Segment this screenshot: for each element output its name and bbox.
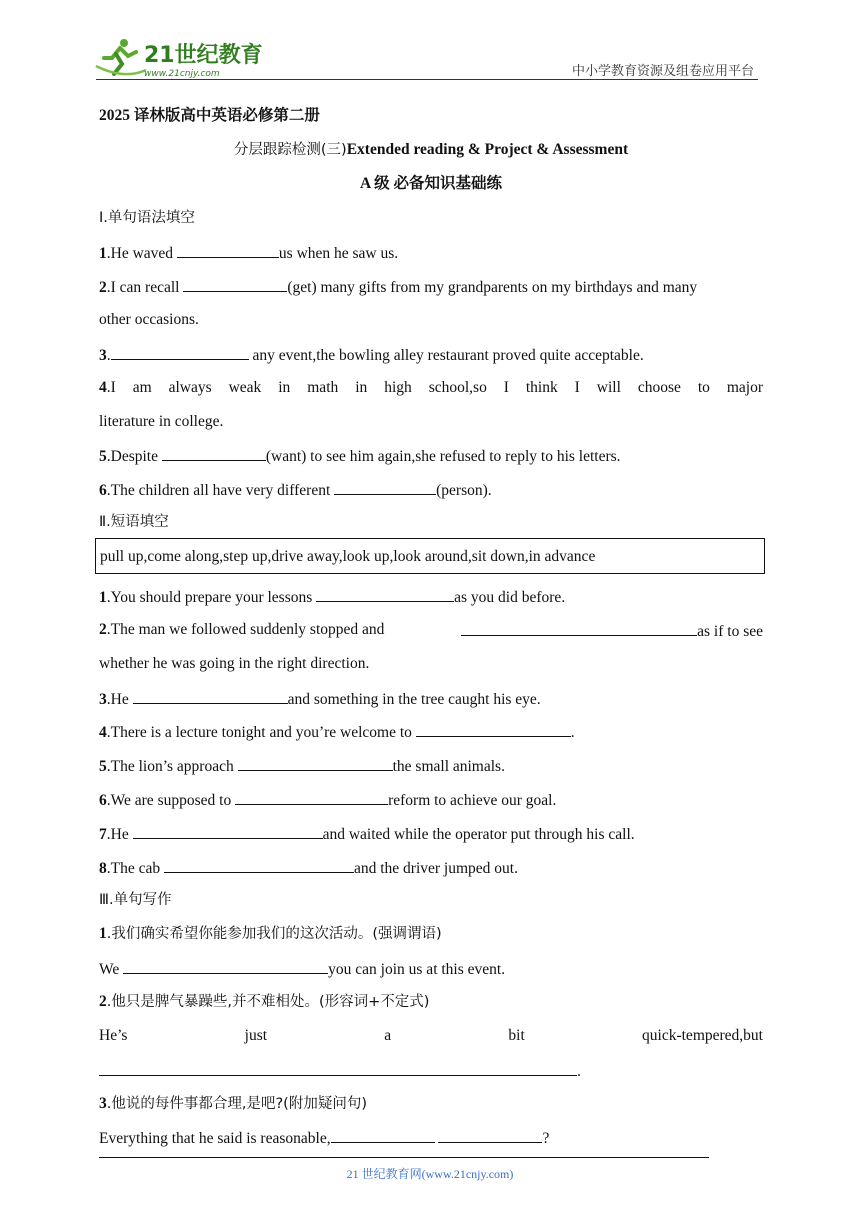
page-header xyxy=(0,0,860,90)
s2-question-3: 3.He and something in the tree caught his eye. xyxy=(99,688,763,710)
s2-question-1: 1.You should prepare your lessons as you did before. xyxy=(99,586,763,608)
s3-question-2-line: . xyxy=(99,1060,763,1082)
s2-question-2-cont: whether he was going in the right direction. xyxy=(99,655,370,672)
answer-blank[interactable] xyxy=(438,1127,542,1143)
subtitle-en: Extended reading & Project & Assessment xyxy=(346,141,629,158)
s3-question-1-prompt: 1.我们确实希望你能参加我们的这次活动。(强调谓语) xyxy=(99,925,442,942)
answer-blank[interactable] xyxy=(238,755,393,771)
s3-question-2-prompt: 2.他只是脾气暴躁些,并不难相处。(形容词+不定式) xyxy=(99,993,430,1010)
answer-blank[interactable] xyxy=(164,857,354,873)
s3-question-3-answer: Everything that he said is reasonable, ? xyxy=(99,1127,763,1149)
answer-blank[interactable] xyxy=(316,586,454,602)
answer-blank[interactable] xyxy=(177,242,279,258)
level-heading: A 级 必备知识基础练 xyxy=(359,175,503,192)
answer-blank[interactable] xyxy=(416,721,571,737)
footer-divider xyxy=(99,1157,709,1158)
subtitle-cn: 分层跟踪检测(三) xyxy=(233,142,347,158)
answer-blank[interactable] xyxy=(162,445,266,461)
section-1-heading: Ⅰ.单句语法填空 xyxy=(99,210,195,226)
s1-question-4-cont: literature in college. xyxy=(99,413,224,430)
platform-label: 中小学教育资源及组卷应用平台 xyxy=(571,64,754,79)
s1-question-6: 6.The children all have very different (person). xyxy=(99,479,763,501)
answer-blank[interactable] xyxy=(99,1060,577,1076)
s1-question-2: 2.I can recall (get) many gifts from my grandparents on my birthdays and many xyxy=(99,276,763,298)
s2-question-6: 6.We are supposed to reform to achieve our goal. xyxy=(99,789,763,811)
s1-question-4: 4.I am always weak in math in high school,so I think I will choose to major xyxy=(99,379,763,396)
header-divider xyxy=(96,79,758,80)
word-bank: pull up,come along,step up,drive away,look up,look around,sit down,in advance xyxy=(100,548,596,565)
s3-question-2-answer: He’s just a bit quick-tempered,but xyxy=(99,1027,763,1044)
s3-question-3-prompt: 3.他说的每件事都合理,是吧?(附加疑问句) xyxy=(99,1095,367,1112)
s1-question-1: 1.He waved us when he saw us. xyxy=(99,242,763,264)
s2-question-8: 8.The cab and the driver jumped out. xyxy=(99,857,763,879)
answer-blank[interactable] xyxy=(235,789,388,805)
answer-blank[interactable] xyxy=(111,344,249,360)
answer-blank[interactable] xyxy=(331,1127,435,1143)
footer-source: 21 世纪教育网(www.21cnjy.com) xyxy=(346,1167,514,1181)
answer-blank[interactable] xyxy=(334,479,436,495)
s1-question-5: 5.Despite (want) to see him again,she refused to reply to his letters. xyxy=(99,445,763,467)
s2-question-7: 7.He and waited while the operator put through his call. xyxy=(99,823,763,845)
logo-text: 21世纪教育 xyxy=(144,43,263,68)
answer-blank[interactable] xyxy=(133,823,323,839)
book-title: 2025 译林版高中英语必修第二册 xyxy=(99,107,320,124)
s2-question-2: 2.The man we followed suddenly stopped and as if to see xyxy=(99,621,763,640)
answer-blank[interactable] xyxy=(123,958,328,974)
s3-question-1-answer: We you can join us at this event. xyxy=(99,958,763,980)
answer-blank[interactable] xyxy=(183,276,287,292)
s1-question-3: 3. any event,the bowling alley restaurant proved quite acceptable. xyxy=(99,344,763,366)
s1-question-2-cont: other occasions. xyxy=(99,311,199,328)
word-bank-box xyxy=(95,538,765,574)
answer-blank[interactable] xyxy=(133,688,288,704)
worksheet-subtitle xyxy=(99,140,763,160)
site-logo xyxy=(94,36,264,80)
answer-blank[interactable] xyxy=(461,620,697,636)
logo-url: www.21cnjy.com xyxy=(144,69,220,79)
s2-question-5: 5.The lion’s approach the small animals. xyxy=(99,755,763,777)
s2-question-4: 4.There is a lecture tonight and you’re welcome to . xyxy=(99,721,763,743)
runner-icon xyxy=(96,39,146,74)
section-3-heading: Ⅲ.单句写作 xyxy=(99,892,172,908)
section-2-heading: Ⅱ.短语填空 xyxy=(99,514,169,530)
